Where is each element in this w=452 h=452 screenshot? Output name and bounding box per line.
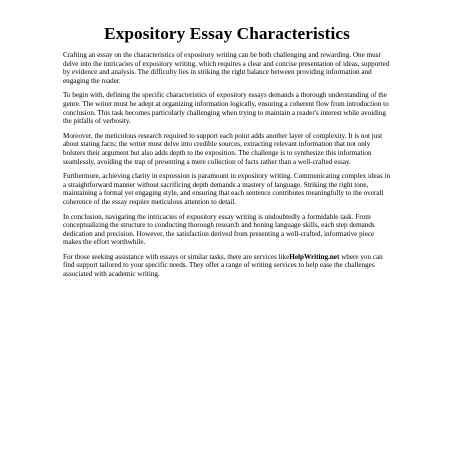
paragraph-closing [63, 253, 391, 279]
document-title: Expository Essay Characteristics [104, 24, 350, 43]
closing-text-after: where you can find support tailored to your specific needs. They offer a range of writing services to help ease the challenges associated with academic writing. [63, 252, 383, 279]
paragraph-intro: Crafting an essay on the characteristics of expository writing can be both challenging and rewarding. One must delve into the intricacies of expository writing, which requires a clear and concise presentation of ideas, supported by evidence and analysis. The difficulty lies in striking the right balance between providing information and engaging the reader. [63, 51, 390, 85]
paragraph-conclusion: In conclusion, navigating the intricacies of expository essay writing is undoubtedly a formidable task. From conceptualizing the structure to conducting thorough research and honing language skills, each step demands dedication and precision. However, the satisfaction derived from presenting a well-crafted, informative piece makes the effort worthwhile. [63, 212, 375, 247]
paragraph-research: Moreover, the meticulous research required to support each point adds another layer of complexity. It is not just about stating facts; the writer must delve into credible sources, extracting relevant information that not only bolsters their argument but also adds depth to the exposition. The challenge is to synthesize this information seamlessly, avoiding the trap of presenting a mere collection of facts rather than a well-crafted essay. [63, 131, 383, 166]
paragraph-clarity: Furthermore, achieving clarity in expression is paramount in expository writing. Communicating complex ideas in a straightforward manner without sacrificing depth demands a mastery of language. Striking the right tone, maintaining a formal yet engaging style, and ensuring that each sentence contributes meaningfully to the overall coherence of the essay require meticulous attention to detail. [63, 172, 391, 206]
helpwriting-link[interactable]: HelpWriting.net [289, 252, 340, 261]
paragraph-defining: To begin with, defining the specific characteristics of expository essays demands a thorough understanding of the genre. The writer must be adept at organizing information logically, ensuring a coherent flow from introduction to conclusion. This task becomes particularly challenging when trying to maintain a reader's interest while avoiding the pitfalls of verbosity. [63, 91, 389, 126]
document-page [63, 24, 391, 285]
closing-text-before: For those seeking assistance with essays or similar tasks, there are services like [63, 252, 290, 261]
